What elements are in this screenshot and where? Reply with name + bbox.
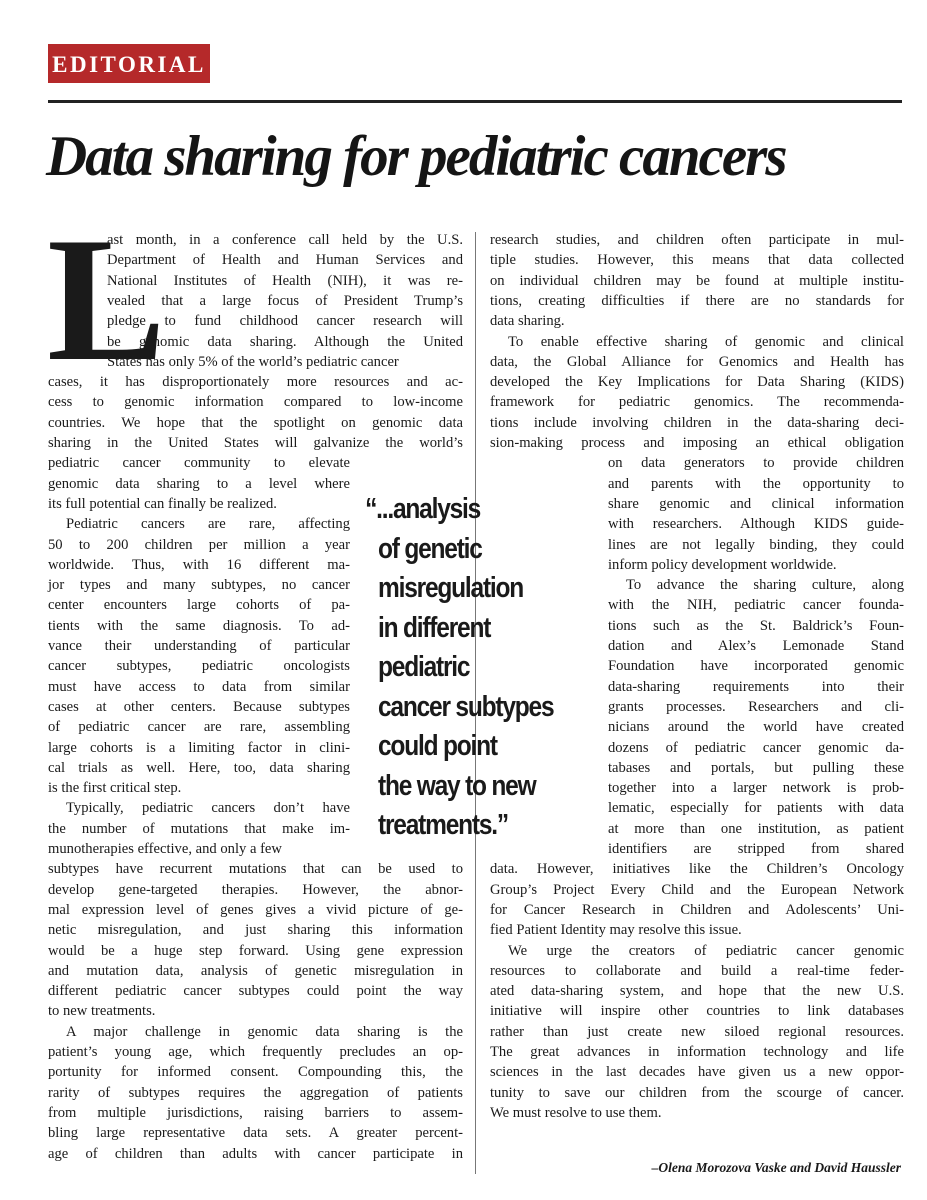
- left-line: countries. We hope that the spotlight on genomic data: [48, 414, 463, 431]
- left-line: worldwide. Thus, with 16 different ma-: [48, 556, 350, 573]
- left-line: cancer subtypes, pediatric oncologists: [48, 658, 350, 675]
- pull-quote-line: cancer subtypes: [378, 690, 554, 723]
- signature: –Olena Morozova Vaske and David Haussler: [651, 1160, 901, 1175]
- right-line: developed the Key Implications for Data Sharing (KIDS): [490, 374, 904, 391]
- right-line: dozens of pediatric cancer genomic da-: [608, 739, 904, 756]
- left-line: munotherapies effective, and only a few: [48, 841, 282, 857]
- right-line: data sharing.: [490, 313, 565, 330]
- left-line: portunity for informed consent. Compounding this, the: [48, 1064, 463, 1081]
- left-line: States has only 5% of the world’s pediatric cancer: [107, 353, 399, 370]
- pull-quote-line: pediatric: [378, 651, 470, 683]
- right-line: framework for pediatric genomics. The recommenda-: [490, 394, 904, 411]
- left-line: is the first critical step.: [48, 780, 182, 797]
- right-line: tions such as the St. Baldrick’s Foun-: [608, 617, 904, 634]
- pull-quote-line: the way to new: [378, 769, 536, 802]
- right-line: To enable effective sharing of genomic and clinical: [508, 333, 904, 350]
- right-line: tions, creating difficulties if there are no standards for: [490, 292, 904, 309]
- left-line: cases, it has disproportionately more resources and ac-: [48, 374, 463, 391]
- left-line: its full potential can finally be realized.: [48, 495, 277, 512]
- right-line: on individual children may be found at multiple institu-: [490, 272, 904, 289]
- left-line: would be a huge step forward. Using gene expression: [48, 942, 463, 959]
- right-line: resources to collaborate and build a real-time feder-: [490, 962, 904, 979]
- right-line: for Cancer Research in Children and Adolescents’ Uni-: [490, 901, 904, 918]
- left-line: National Institutes of Health (NIH), it was re-: [107, 272, 463, 289]
- header-rule: [48, 100, 902, 103]
- left-line: vealed that a large focus of President Trump’s: [107, 292, 463, 309]
- right-line: lematic, especially for patients with data: [608, 800, 904, 817]
- left-line: jor types and many subtypes, no cancer: [48, 577, 350, 594]
- right-line: sion-making process and imposing an ethical obligation: [490, 435, 904, 451]
- left-line: pledge to fund childhood cancer research will: [107, 313, 463, 330]
- pull-quote-line: treatments.”: [378, 809, 508, 841]
- left-line: to new treatments.: [48, 1003, 156, 1020]
- right-line: with researchers. Although KIDS guide-: [608, 516, 904, 533]
- left-line: and mutation data, analysis of genetic misregulation in: [48, 962, 463, 979]
- left-line: patient’s young age, which frequently precludes an op-: [48, 1044, 463, 1060]
- right-line: inform policy development worldwide.: [608, 556, 837, 573]
- right-line: tabases and portals, but pulling these: [608, 759, 904, 776]
- left-line: genomic data sharing to a level where: [48, 475, 350, 492]
- left-line: the number of mutations that make im-: [48, 820, 350, 837]
- right-line: together into a larger network is prob-: [608, 780, 904, 797]
- right-line: initiative will inspire other countries to link databases: [490, 1003, 904, 1020]
- left-line: vance their understanding of particular: [48, 638, 350, 654]
- left-line: Typically, pediatric cancers don’t have: [66, 800, 350, 817]
- right-line: rather than just create new siloed regional resources.: [490, 1023, 904, 1040]
- right-line: share genomic and clinical information: [608, 495, 904, 512]
- left-line: subtypes have recurrent mutations that can be used to: [48, 861, 463, 878]
- pull-quote-line: “...analysis: [365, 493, 481, 525]
- left-line: tients with the same diagnosis. To ad-: [48, 617, 350, 634]
- right-line: To advance the sharing culture, along: [626, 577, 904, 594]
- right-line: Foundation have incorporated genomic: [608, 658, 904, 675]
- left-line: must have access to data from similar: [48, 678, 350, 695]
- left-line: Pediatric cancers are rare, affecting: [66, 516, 350, 533]
- right-line: We urge the creators of pediatric cancer genomic: [508, 942, 904, 959]
- pull-quote-line: in different: [378, 611, 491, 644]
- left-line: of pediatric cancer are rare, assembling: [48, 719, 350, 736]
- left-line: cases at other centers. Because subtypes: [48, 698, 350, 715]
- pull-quote-line: misregulation: [378, 572, 524, 604]
- left-line: from multiple jurisdictions, raising barriers to assem-: [48, 1104, 463, 1121]
- pull-quote-line: could point: [378, 730, 497, 762]
- left-line: ast month, in a conference call held by the U.S.: [107, 232, 463, 248]
- drop-cap: L: [47, 200, 166, 398]
- right-line: on data generators to provide children: [608, 455, 904, 472]
- right-line: at more than one institution, as patient: [608, 820, 904, 837]
- right-line: sciences in the last decades have given us a new oppor-: [490, 1064, 904, 1081]
- right-line: fied Patient Identity may resolve this issue.: [490, 922, 742, 939]
- right-line: tunity to save our children from the scourge of cancer.: [490, 1084, 904, 1101]
- left-line: A major challenge in genomic data sharing is the: [66, 1023, 463, 1040]
- right-line: identifiers are stripped from shared: [608, 841, 904, 857]
- right-line: lines are not legally binding, they could: [608, 536, 904, 553]
- right-line: nicians around the world have created: [608, 719, 904, 736]
- left-line: sharing in the United States will galvanize the world’s: [48, 435, 463, 451]
- right-line: data-sharing requirements into their: [608, 678, 904, 695]
- left-line: cess to genomic information compared to low-income: [48, 394, 463, 411]
- pull-quote-line: of genetic: [378, 532, 482, 565]
- right-line: dation and Alex’s Lemonade Stand: [608, 638, 904, 654]
- section-label: EDITORIAL: [48, 44, 210, 83]
- left-line: pediatric cancer community to elevate: [48, 455, 350, 472]
- right-line: tions include involving children in the data-sharing deci-: [490, 414, 904, 431]
- right-line: research studies, and children often participate in mul-: [490, 232, 904, 248]
- right-line: Group’s Project Every Child and the European Network: [490, 881, 904, 898]
- left-line: rarity of subtypes requires the aggregation of patients: [48, 1084, 463, 1101]
- right-line: data, the Global Alliance for Genomics and Health has: [490, 353, 904, 370]
- article-title: Data sharing for pediatric cancers: [46, 125, 786, 188]
- left-line: center encounters large cohorts of pa-: [48, 597, 350, 614]
- pull-quote: [365, 490, 559, 846]
- left-line: bling large representative data sets. A greater percent-: [48, 1125, 463, 1142]
- left-line: age of children than adults with cancer participate in: [48, 1145, 463, 1162]
- right-line: and parents with the opportunity to: [608, 475, 904, 492]
- left-line: netic misregulation, and just sharing this information: [48, 922, 463, 939]
- right-line: with the NIH, pediatric cancer founda-: [608, 597, 904, 614]
- right-line: We must resolve to use them.: [490, 1104, 662, 1121]
- right-line: tiple studies. However, this means that data collected: [490, 252, 904, 269]
- left-line: 50 to 200 children per million a year: [48, 536, 350, 553]
- right-line: grants processes. Researchers and cli-: [608, 698, 904, 715]
- left-line: be genomic data sharing. Although the United: [107, 333, 463, 350]
- left-line: develop gene-targeted therapies. However, the abnor-: [48, 881, 463, 898]
- left-line: mal expression level of genes gives a vivid picture of ge-: [48, 901, 463, 918]
- left-line: cal trials as well. Here, too, data sharing: [48, 759, 350, 776]
- left-line: Department of Health and Human Services and: [107, 252, 463, 269]
- left-line: large cohorts is a limiting factor in clini-: [48, 739, 350, 756]
- right-line: The great advances in information technology and life: [490, 1044, 904, 1060]
- left-line: different pediatric cancer subtypes could point the way: [48, 983, 463, 1000]
- right-line: data. However, initiatives like the Children’s Oncology: [490, 861, 904, 878]
- right-line: ated data-sharing system, and hope that the new U.S.: [490, 983, 904, 1000]
